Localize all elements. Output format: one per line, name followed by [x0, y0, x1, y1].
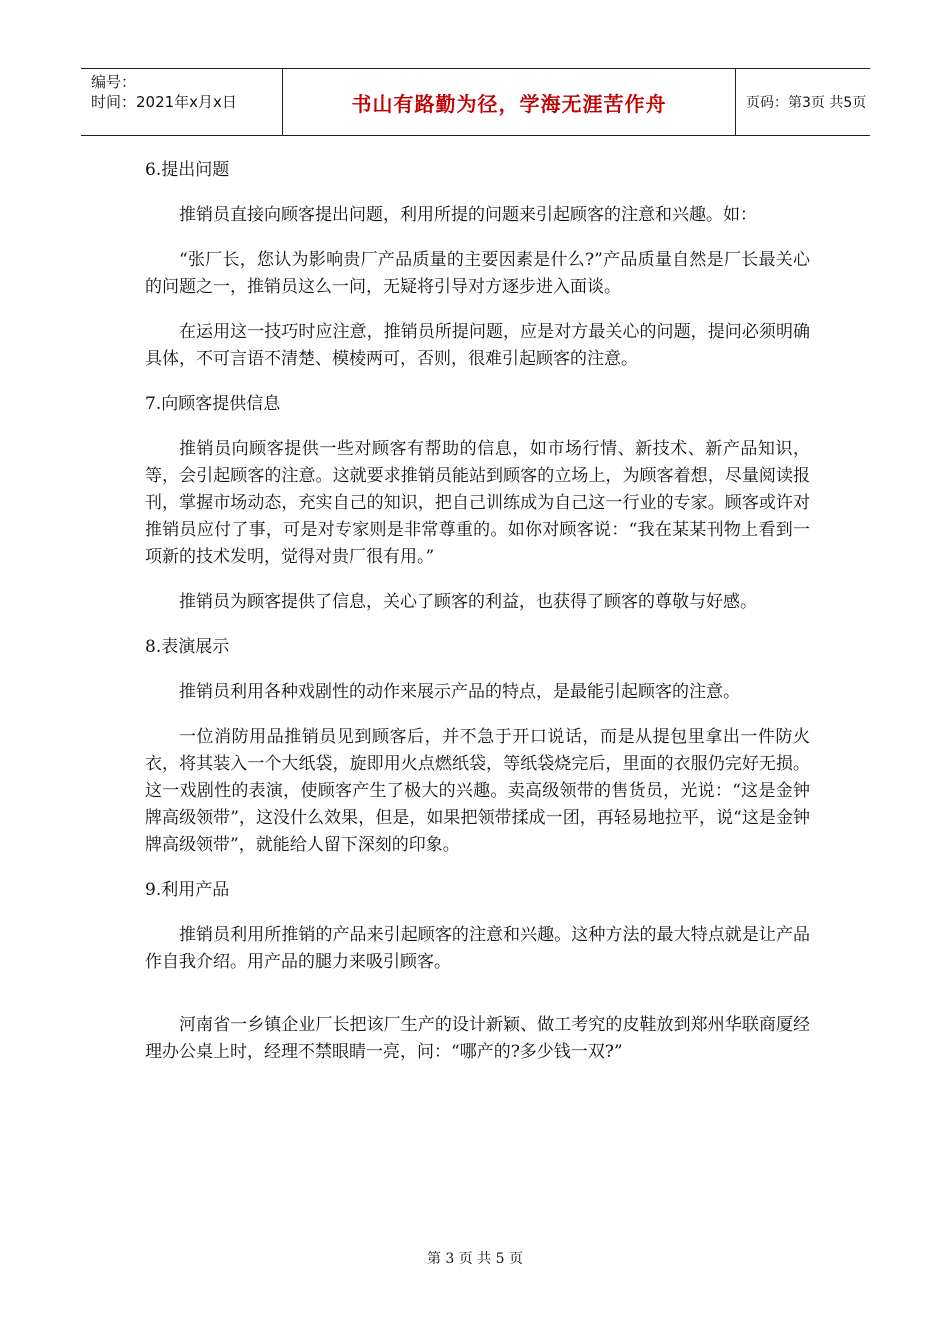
paragraph: 推销员向顾客提供一些对顾客有帮助的信息，如市场行情、新技术、新产品知识，等，会引起顾客的注意。这就要求推销员能站到顾客的立场上，为顾客着想，尽量阅读报刊，掌握市场动态，充实自己的知识，把自己训练成为自己这一行业的专家。顾客或许对推销员应付了事，可是对专家则是非常尊重的。如你对顾客说：“我在某某刊物上看到一项新的技术发明，觉得对贵厂很有用。”	[145, 439, 810, 567]
page-footer: 第 3 页 共 5 页	[426, 1251, 524, 1267]
document-date: 时间：2021年x月x日	[91, 93, 237, 111]
paragraph: 推销员直接向顾客提出问题，利用所提的问题来引起顾客的注意和兴趣。如：	[179, 205, 757, 225]
section-title: 6.提出问题	[145, 160, 230, 180]
paragraph: “张厂长，您认为影响贵厂产品质量的主要因素是什么?”产品质量自然是厂长最关心的问题之一，推销员这么一问，无疑将引导对方逐步进入面谈。	[145, 250, 810, 297]
spacer	[145, 994, 810, 1012]
paragraph: 河南省一乡镇企业厂长把该厂生产的设计新颖、做工考究的皮鞋放到郑州华联商厦经理办公桌上时，经理不禁眼睛一亮，问：“哪产的?多少钱一双?”	[145, 1015, 810, 1062]
header-page-info: 页码：第3页 共5页	[746, 95, 867, 111]
header-motto: 书山有路勤为径，学海无涯苦作舟	[283, 69, 736, 135]
paragraph: 推销员利用各种戏剧性的动作来展示产品的特点，是最能引起顾客的注意。	[179, 682, 740, 702]
paragraph: 在运用这一技巧时应注意，推销员所提问题，应是对方最关心的问题，提问必须明确具体，不可言语不清楚、模棱两可，否则，很难引起顾客的注意。	[145, 322, 810, 369]
section-title: 7.向顾客提供信息	[145, 394, 281, 414]
section-title: 8.表演展示	[145, 637, 230, 657]
document-body	[145, 157, 810, 1084]
paragraph: 推销员为顾客提供了信息，关心了顾客的利益，也获得了顾客的尊敬与好感。	[179, 592, 757, 612]
paragraph: 推销员利用所推销的产品来引起顾客的注意和兴趣。这种方法的最大特点就是让产品作自我介绍。用产品的腿力来吸引顾客。	[145, 925, 810, 972]
header-meta	[81, 69, 283, 135]
section-title: 9.利用产品	[145, 880, 230, 900]
paragraph: 一位消防用品推销员见到顾客后，并不急于开口说话，而是从提包里拿出一件防火衣，将其装入一个大纸袋，旋即用火点燃纸袋，等纸袋烧完后，里面的衣服仍完好无损。这一戏剧性的表演，使顾客产生了极大的兴趣。卖高级领带的售货员，光说：“这是金钟牌高级领带”，这没什么效果，但是，如果把领带揉成一团，再轻易地拉平，说“这是金钟牌高级领带”，就能给人留下深刻的印象。	[145, 727, 810, 855]
document-number-label: 编号：	[91, 73, 137, 91]
page-header	[81, 68, 870, 136]
